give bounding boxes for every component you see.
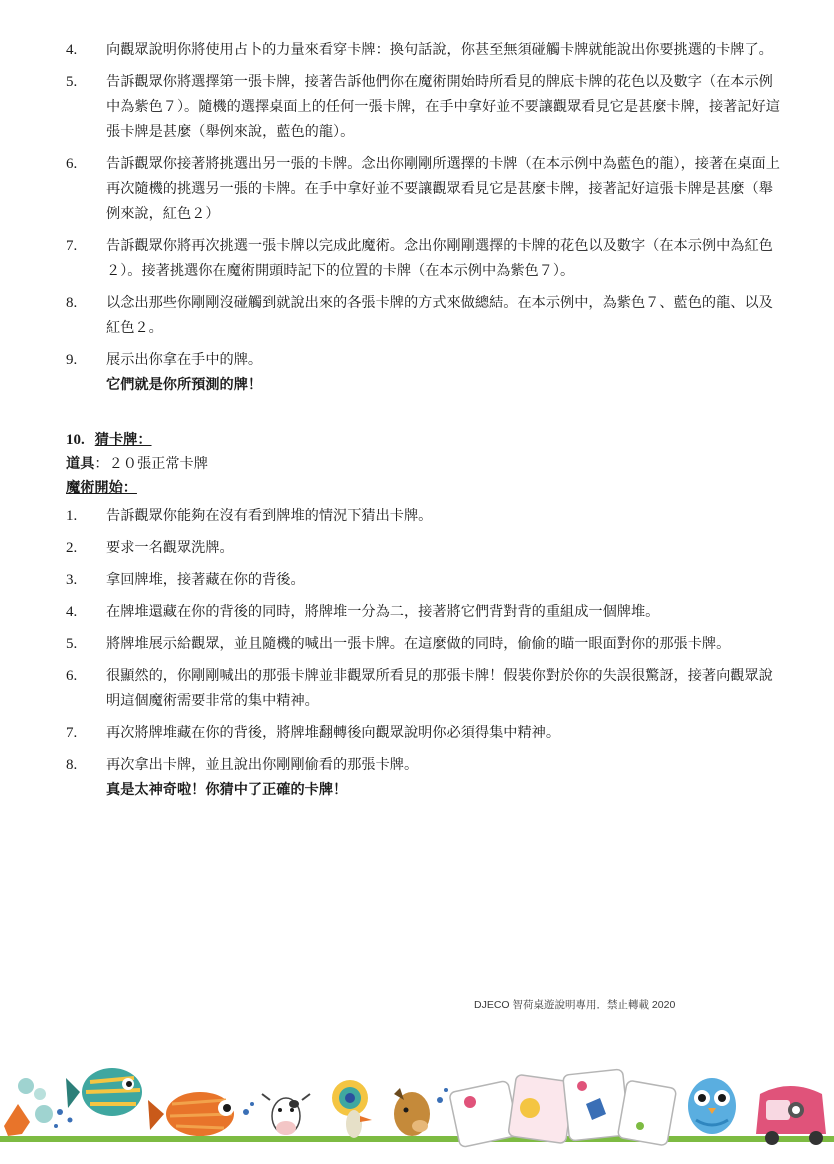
section-1-closing: 它們就是你所預測的牌！ <box>106 377 263 393</box>
list-item: 5. 將牌堆展示給觀眾，並且隨機的喊出一張卡牌。在這麼做的同時，偷偷的瞄一眼面對你的那張卡牌。 <box>66 636 731 652</box>
section-2-steps <box>66 504 786 803</box>
list-item: 8. 再次拿出卡牌，並且說出你剛剛偷看的那張卡牌。 <box>66 757 419 773</box>
list-item: 4. 向觀眾說明你將使用占卜的力量來看穿卡牌：換句話說，你甚至無須碰觸卡牌就能說出你要挑選的卡牌了。 <box>66 42 773 58</box>
section-title: 猜卡牌： <box>94 432 152 448</box>
fish-icon <box>66 1068 142 1116</box>
list-item: 4. 在牌堆還藏在你的背後的同時，將牌堆一分為二，接著將它們背對背的重組成一個牌堆。 <box>66 604 660 620</box>
instructions-content <box>66 38 786 809</box>
decorative-illustration-strip <box>0 1064 834 1164</box>
copyright-note: DJECO 智荷桌遊說明專用．禁止轉載 2020 <box>474 999 676 1011</box>
list-item: 8. 以念出那些你剛剛沒碰觸到就說出來的各張卡牌的方式來做總結。在本示例中，為紫色７、藍色的龍、以及紅色２。 <box>66 295 773 336</box>
peacock-icon <box>332 1080 372 1138</box>
list-item: 1. 告訴觀眾你能夠在沒有看到牌堆的情況下猜出卡牌。 <box>66 508 433 524</box>
props-value: ：２０張正常卡牌 <box>94 456 208 472</box>
props-line <box>66 452 786 476</box>
list-item: 3. 拿回牌堆，接著藏在你的背後。 <box>66 572 305 588</box>
list-item: 5. 告訴觀眾你將選擇第一張卡牌，接著告訴他們你在魔術開始時所看見的牌底卡牌的花色以及數字（在本示例中為紫色７）。隨機的選擇桌面上的任何一張卡牌，在手中拿好並不要讓觀眾看見它是甚麼卡牌，接著記好這張卡牌是甚麼（舉例來說，藍色的龍）。 <box>66 74 780 140</box>
card-icon <box>449 1069 677 1148</box>
props-label: 道具 <box>66 456 95 472</box>
section-2-closing: 真是太神奇啦！你猜中了正確的卡牌！ <box>106 782 348 798</box>
section-number: 10. <box>66 432 85 448</box>
section-2-heading <box>66 428 786 452</box>
horse-icon <box>394 1088 448 1136</box>
start-label: 魔術開始： <box>66 480 137 496</box>
owl-icon <box>688 1078 736 1134</box>
list-item: 6. 很顯然的，你剛剛喊出的那張卡牌並非觀眾所看見的那張卡牌！假裝你對於你的失誤很驚訝，接著向觀眾說明這個魔術需要非常的集中精神。 <box>66 668 773 709</box>
orange-fish-icon <box>148 1092 254 1136</box>
list-item: 7. 再次將牌堆藏在你的背後，將牌堆翻轉後向觀眾說明你必須得集中精神。 <box>66 725 561 741</box>
cow-icon <box>262 1094 310 1135</box>
list-item: 7. 告訴觀眾你將再次挑選一張卡牌以完成此魔術。念出你剛剛選擇的卡牌的花色以及數字（在本示例中為紅色２）。接著挑選你在魔術開頭時記下的位置的卡牌（在本示例中為紫色７）。 <box>66 238 773 279</box>
list-item: 6. 告訴觀眾你接著將挑選出另一張的卡牌。念出你剛剛所選擇的卡牌（在本示例中為藍色的龍），接著在桌面上再次隨機的挑選另一張的卡牌。在手中拿好並不要讓觀眾看見它是甚麼卡牌，接著記好這張卡牌是甚麼（舉例來說，紅色２） <box>66 156 780 222</box>
splash-icon <box>4 1078 73 1136</box>
section-1-steps <box>66 38 786 398</box>
list-item: 2. 要求一名觀眾洗牌。 <box>66 540 234 556</box>
grass-line <box>0 1136 834 1142</box>
list-item: 9. 展示出你拿在手中的牌。 <box>66 352 263 368</box>
